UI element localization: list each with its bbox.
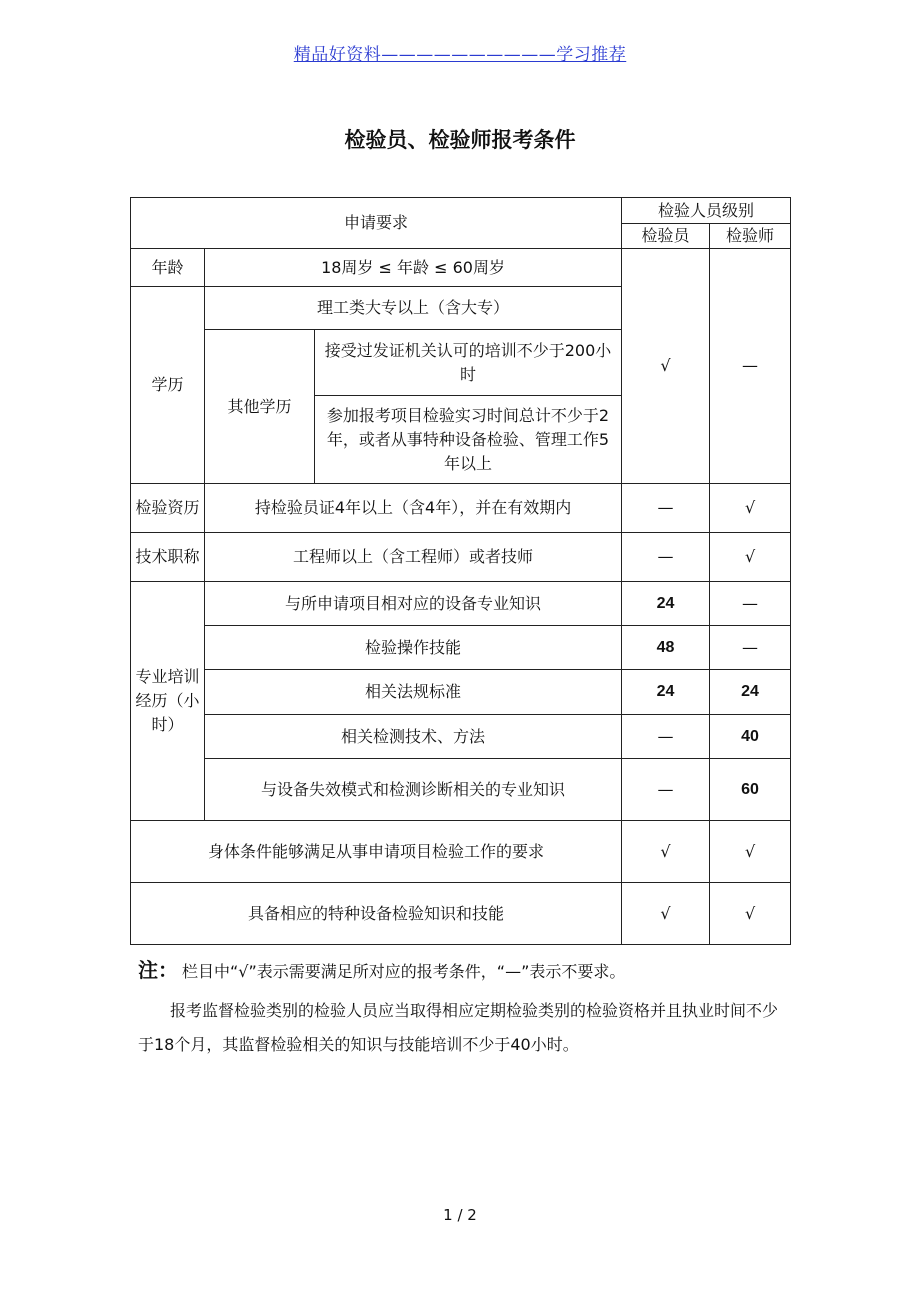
training-engineer-hours: 60 [710, 759, 791, 821]
header-level: 检验人员级别 [622, 198, 791, 224]
training-item: 相关法规标准 [205, 670, 622, 715]
requirements-table [130, 197, 791, 945]
exp-inspector-mark: — [622, 484, 710, 533]
training-label: 专业培训经历（小时） [131, 582, 205, 821]
skill-condition: 具备相应的特种设备检验知识和技能 [131, 883, 622, 945]
training-item: 与所申请项目相对应的设备专业知识 [205, 582, 622, 626]
title-label: 技术职称 [131, 533, 205, 582]
age-value: 18周岁 ≤ 年龄 ≤ 60周岁 [205, 249, 622, 287]
edu-other-label: 其他学历 [205, 330, 315, 484]
page-header[interactable]: 精品好资料——————————学习推荐 [293, 45, 627, 65]
title-inspector-mark: — [622, 533, 710, 582]
title-engineer-mark: √ [710, 533, 791, 582]
edu-main: 理工类大专以上（含大专） [205, 287, 622, 330]
skill-engineer-mark: √ [710, 883, 791, 945]
training-engineer-hours: — [710, 582, 791, 626]
training-item: 检验操作技能 [205, 626, 622, 670]
note-text: 栏目中“√”表示需要满足所对应的报考条件，“—”表示不要求。 [182, 962, 626, 981]
header-requirement: 申请要求 [131, 198, 622, 249]
exp-value: 持检验员证4年以上（含4年），并在有效期内 [205, 484, 622, 533]
age-label: 年龄 [131, 249, 205, 287]
note-label: 注： [138, 958, 178, 982]
exp-label: 检验资历 [131, 484, 205, 533]
skill-inspector-mark: √ [622, 883, 710, 945]
title-value: 工程师以上（含工程师）或者技师 [205, 533, 622, 582]
training-engineer-hours: 40 [710, 715, 791, 759]
training-engineer-hours: 24 [710, 670, 791, 715]
edu-inspector-mark: √ [622, 249, 710, 484]
edu-engineer-mark: — [710, 249, 791, 484]
body-engineer-mark: √ [710, 821, 791, 883]
training-engineer-hours: — [710, 626, 791, 670]
exp-engineer-mark: √ [710, 484, 791, 533]
body-condition: 身体条件能够满足从事申请项目检验工作的要求 [131, 821, 622, 883]
note [138, 954, 798, 983]
edu-other-1: 接受过发证机关认可的培训不少于200小时 [315, 330, 622, 396]
header-inspector: 检验员 [622, 224, 710, 249]
training-inspector-hours: — [622, 759, 710, 821]
training-inspector-hours: 24 [622, 670, 710, 715]
edu-other-2: 参加报考项目检验实习时间总计不少于2年，或者从事特种设备检验、管理工作5年以上 [315, 396, 622, 484]
training-item: 与设备失效模式和检测诊断相关的专业知识 [205, 759, 622, 821]
document-title: 检验员、检验师报考条件 [344, 128, 576, 152]
training-inspector-hours: 24 [622, 582, 710, 626]
training-inspector-hours: — [622, 715, 710, 759]
supervision-paragraph: 报考监督检验类别的检验人员应当取得相应定期检验类别的检验资格并且执业时间不少于18个月，其监督检验相关的知识与技能培训不少于40小时。 [138, 1001, 779, 1054]
page-number: 1 / 2 [443, 1206, 477, 1224]
training-inspector-hours: 48 [622, 626, 710, 670]
training-item: 相关检测技术、方法 [205, 715, 622, 759]
body-inspector-mark: √ [622, 821, 710, 883]
header-engineer: 检验师 [710, 224, 791, 249]
edu-label: 学历 [131, 287, 205, 484]
